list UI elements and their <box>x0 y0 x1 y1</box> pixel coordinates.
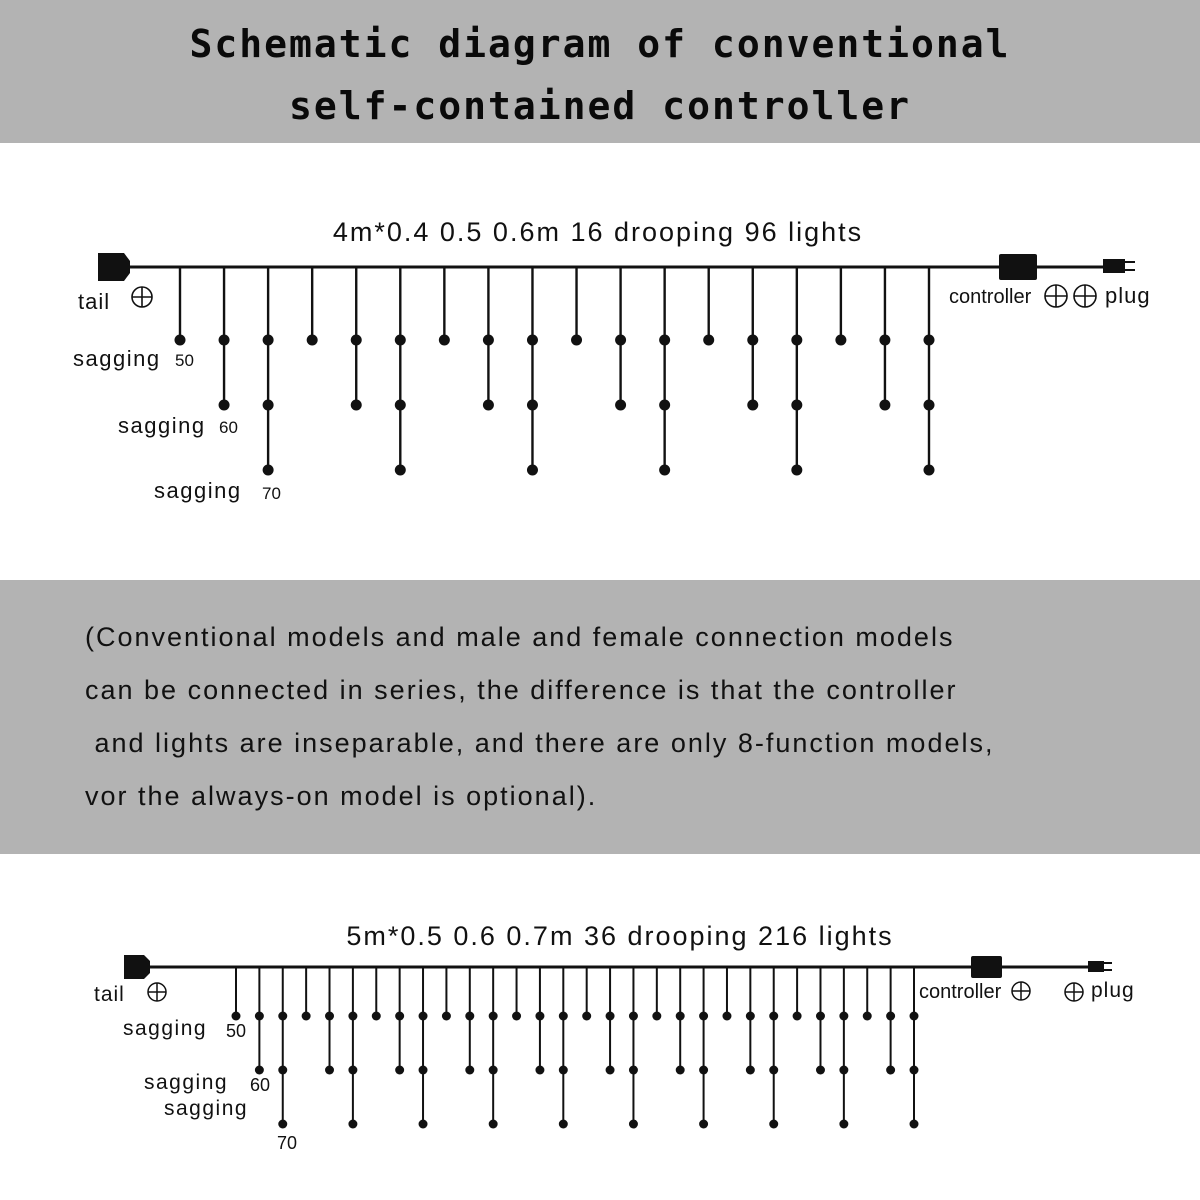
diagram-1-tail-plus-icon <box>132 287 152 307</box>
light-bulb <box>629 1012 638 1021</box>
light-bulb <box>879 335 890 346</box>
light-bulb <box>489 1012 498 1021</box>
light-bulb <box>307 335 318 346</box>
light-bulb <box>791 335 802 346</box>
light-bulb <box>465 1066 474 1075</box>
diagram-1-sagging-50-value: 50 <box>175 351 194 370</box>
light-bulb <box>839 1120 848 1129</box>
diagram-1-tail-plug <box>98 253 130 281</box>
diagram-2-sagging-60-value: 60 <box>250 1075 271 1095</box>
light-bulb <box>395 1012 404 1021</box>
light-bulb <box>395 465 406 476</box>
diagram-2-sagging-70-label: sagging <box>164 1097 249 1120</box>
diagram-2-plug-label: plug <box>1091 979 1135 1002</box>
light-bulb <box>483 335 494 346</box>
diagram-1-controller-label: controller <box>949 286 1032 308</box>
diagram-1-sagging-60-label: sagging <box>118 413 206 438</box>
diagram-2-sagging-50-value: 50 <box>226 1021 247 1041</box>
diagram-2-sagging-50-label: sagging <box>123 1017 208 1040</box>
light-bulb <box>348 1120 357 1129</box>
light-bulb <box>175 335 186 346</box>
light-bulb <box>419 1120 428 1129</box>
diagram-1-tail-label: tail <box>78 289 111 314</box>
light-bulb <box>442 1012 451 1021</box>
light-bulb <box>419 1066 428 1075</box>
light-bulb <box>699 1012 708 1021</box>
light-bulb <box>512 1012 521 1021</box>
light-bulb <box>535 1066 544 1075</box>
light-bulb <box>793 1012 802 1021</box>
light-bulb <box>263 335 274 346</box>
diagram-1-sagging-60-value: 60 <box>219 418 238 437</box>
light-bulb <box>348 1066 357 1075</box>
diagram-1-title: 4m*0.4 0.5 0.6m 16 drooping 96 lights <box>332 217 864 247</box>
light-bulb <box>629 1066 638 1075</box>
diagram-1-plug-icon <box>1103 259 1125 273</box>
diagram-2-tail-plug <box>124 955 150 979</box>
light-bulb <box>302 1012 311 1021</box>
light-bulb <box>559 1120 568 1129</box>
light-bulb <box>676 1066 685 1075</box>
light-bulb <box>747 400 758 411</box>
light-bulb <box>746 1012 755 1021</box>
light-bulb <box>232 1012 241 1021</box>
light-bulb <box>325 1066 334 1075</box>
light-bulb <box>659 465 670 476</box>
light-bulb <box>351 400 362 411</box>
light-bulb <box>816 1066 825 1075</box>
light-bulb <box>835 335 846 346</box>
light-bulb <box>839 1066 848 1075</box>
light-bulb <box>255 1066 264 1075</box>
light-bulb <box>652 1012 661 1021</box>
diagram-2-tail-label: tail <box>94 983 125 1006</box>
light-bulb <box>769 1012 778 1021</box>
light-bulb <box>910 1012 919 1021</box>
light-bulb <box>791 465 802 476</box>
light-bulb <box>483 400 494 411</box>
light-bulb <box>559 1012 568 1021</box>
light-bulb <box>879 400 890 411</box>
light-bulb <box>348 1012 357 1021</box>
diagram-1-controller-plus-icon <box>1045 285 1067 307</box>
diagram-1-controller-plus-icon <box>1074 285 1096 307</box>
light-bulb <box>263 465 274 476</box>
note-line-3: and lights are inseparable, and there are only 8-function models, <box>85 728 995 758</box>
light-bulb <box>263 400 274 411</box>
light-bulb <box>863 1012 872 1021</box>
light-bulb <box>278 1012 287 1021</box>
light-bulb <box>886 1012 895 1021</box>
light-bulb <box>535 1012 544 1021</box>
light-bulb <box>659 335 670 346</box>
light-bulb <box>924 335 935 346</box>
diagram-2 <box>0 854 1200 1200</box>
light-bulb <box>606 1012 615 1021</box>
light-bulb <box>924 400 935 411</box>
light-bulb <box>615 335 626 346</box>
light-bulb <box>910 1066 919 1075</box>
light-bulb <box>278 1066 287 1075</box>
diagram-1 <box>0 143 1200 580</box>
light-bulb <box>351 335 362 346</box>
light-bulb <box>559 1066 568 1075</box>
diagram-1-drops <box>175 267 935 476</box>
diagram-2-plug-icon <box>1088 961 1104 972</box>
diagram-2-drops <box>232 967 919 1129</box>
light-bulb <box>372 1012 381 1021</box>
page-title-line-1: Schematic diagram of conventional <box>189 22 1011 66</box>
light-bulb <box>699 1120 708 1129</box>
light-bulb <box>676 1012 685 1021</box>
page-title-line-2: self-contained controller <box>289 84 911 128</box>
light-bulb <box>219 335 230 346</box>
diagram-1-sagging-70-value: 70 <box>262 484 281 503</box>
light-bulb <box>816 1012 825 1021</box>
diagram-2-controller-label: controller <box>919 981 1002 1003</box>
diagram-2-title: 5m*0.5 0.6 0.7m 36 drooping 216 lights <box>346 921 894 951</box>
light-bulb <box>439 335 450 346</box>
light-bulb <box>489 1120 498 1129</box>
diagram-2-plug-plus-icon <box>1065 983 1083 1001</box>
light-bulb <box>924 465 935 476</box>
light-bulb <box>527 400 538 411</box>
light-bulb <box>699 1066 708 1075</box>
diagram-2-sagging-60-label: sagging <box>144 1071 229 1094</box>
diagram-2-controller-box <box>971 956 1002 978</box>
diagram-1-plug-label: plug <box>1105 283 1151 308</box>
note-line-1: (Conventional models and male and female connection models <box>85 622 955 652</box>
light-bulb <box>606 1066 615 1075</box>
light-bulb <box>219 400 230 411</box>
light-bulb <box>395 400 406 411</box>
diagram-1-sagging-50-label: sagging <box>73 346 161 371</box>
light-bulb <box>839 1012 848 1021</box>
light-bulb <box>571 335 582 346</box>
light-bulb <box>747 335 758 346</box>
light-bulb <box>886 1066 895 1075</box>
light-bulb <box>629 1120 638 1129</box>
light-bulb <box>615 400 626 411</box>
light-bulb <box>582 1012 591 1021</box>
light-bulb <box>395 335 406 346</box>
light-bulb <box>659 400 670 411</box>
light-bulb <box>703 335 714 346</box>
light-bulb <box>465 1012 474 1021</box>
diagram-2-tail-plus-icon <box>148 983 166 1001</box>
diagram-2-sagging-70-value: 70 <box>277 1133 298 1153</box>
light-bulb <box>419 1012 428 1021</box>
note-line-2: can be connected in series, the difference is that the controller <box>85 675 958 705</box>
light-bulb <box>910 1120 919 1129</box>
light-bulb <box>722 1012 731 1021</box>
light-bulb <box>791 400 802 411</box>
light-bulb <box>527 335 538 346</box>
diagram-1-controller-box <box>999 254 1037 280</box>
light-bulb <box>746 1066 755 1075</box>
light-bulb <box>255 1012 264 1021</box>
light-bulb <box>278 1120 287 1129</box>
light-bulb <box>769 1120 778 1129</box>
light-bulb <box>489 1066 498 1075</box>
note-line-4: vor the always-on model is optional). <box>85 781 598 811</box>
diagram-2-controller-plus-icon <box>1012 982 1030 1000</box>
light-bulb <box>325 1012 334 1021</box>
light-bulb <box>527 465 538 476</box>
light-bulb <box>395 1066 404 1075</box>
light-bulb <box>769 1066 778 1075</box>
diagram-1-sagging-70-label: sagging <box>154 478 242 503</box>
